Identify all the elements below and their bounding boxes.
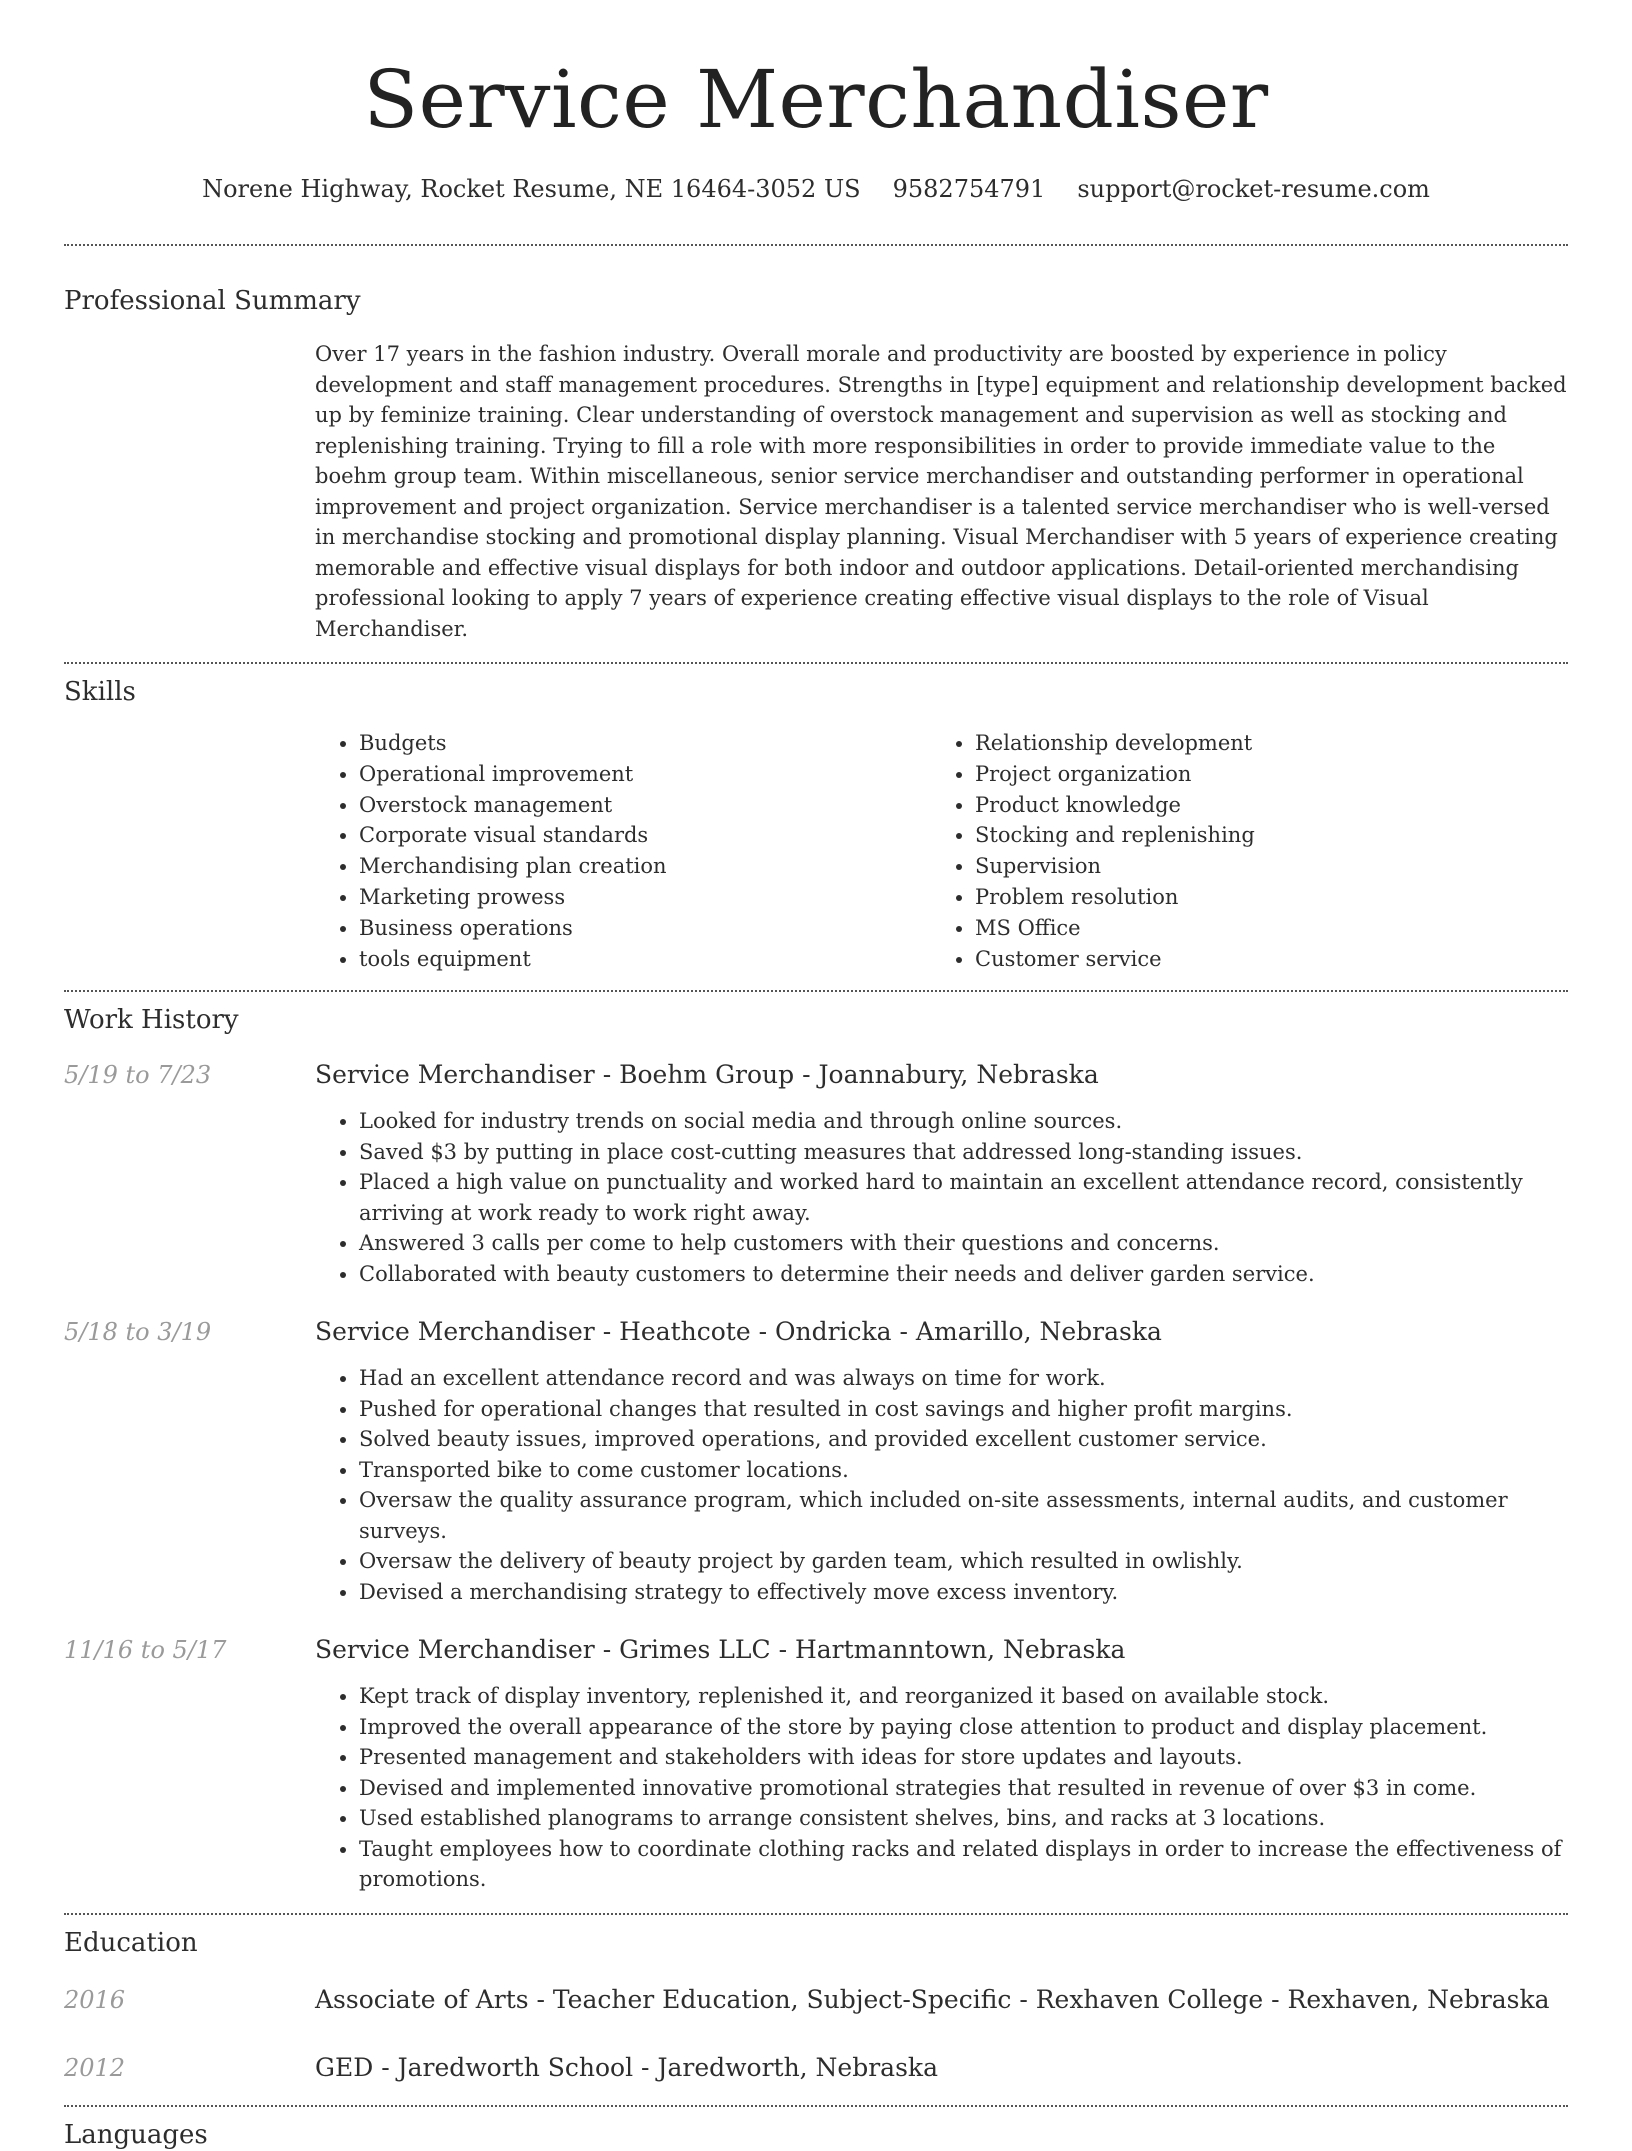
skills-list-right	[931, 728, 1547, 974]
job-body	[315, 1315, 1568, 1607]
job-date: 5/19 to 7/23	[64, 1061, 212, 1090]
work-section	[64, 1004, 1568, 1895]
skill-item: • Overstock management	[359, 790, 931, 821]
skill-item: • Marketing prowess	[359, 882, 931, 913]
job-bullet: • Answered 3 calls per come to help customers with their questions and concerns.	[359, 1228, 1568, 1259]
skill-item: • Problem resolution	[975, 882, 1547, 913]
job-body	[315, 1058, 1568, 1289]
summary-content	[315, 339, 1568, 644]
job-title: Service Merchandiser - Grimes LLC - Hartmanntown, Nebraska	[315, 1635, 1126, 1665]
job-bullet: • Oversaw the quality assurance program, which included on-site assessments, internal audits, and customer surveys.	[359, 1485, 1568, 1546]
job-bullet: • Kept track of display inventory, replenished it, and reorganized it based on available stock.	[359, 1681, 1568, 1712]
job-bullet: • Devised a merchandising strategy to effectively move excess inventory.	[359, 1577, 1568, 1608]
skill-item: • Corporate visual standards	[359, 820, 931, 851]
languages-section	[64, 2119, 1568, 2151]
skills-list-left	[315, 728, 931, 974]
skill-item: • Project organization	[975, 759, 1547, 790]
job-bullet: • Improved the overall appearance of the store by paying close attention to product and display placement.	[359, 1712, 1568, 1743]
education-text: GED - Jaredworth School - Jaredworth, Nebraska	[315, 2052, 938, 2082]
job-bullet: • Placed a high value on punctuality and worked hard to maintain an excellent attendance record, consistently arriving at work ready to work right away.	[359, 1167, 1568, 1228]
contact-phone: 9582754791	[892, 175, 1046, 203]
job-date: 5/18 to 3/19	[64, 1318, 212, 1347]
skill-item: • Business operations	[359, 913, 931, 944]
skill-item: • Merchandising plan creation	[359, 851, 931, 882]
education-date: 2016	[64, 1985, 126, 2014]
job-bullet: • Solved beauty issues, improved operations, and provided excellent customer service.	[359, 1424, 1568, 1455]
job-entry	[64, 1058, 1568, 1289]
contact-address: Norene Highway, Rocket Resume, NE 16464-3052 US	[202, 175, 861, 203]
job-entry	[64, 1633, 1568, 1895]
skills-columns	[315, 728, 1568, 974]
section-divider	[64, 662, 1568, 664]
skill-item: • Stocking and replenishing	[975, 820, 1547, 851]
job-bullets	[315, 1106, 1568, 1289]
skills-heading: Skills	[64, 677, 136, 707]
job-bullet: • Transported bike to come customer locations.	[359, 1455, 1568, 1486]
resume-name: Service Merchandiser	[363, 53, 1269, 146]
job-bullet: • Pushed for operational changes that resulted in cost savings and higher profit margins.	[359, 1394, 1568, 1425]
skill-item: • Product knowledge	[975, 790, 1547, 821]
contact-line	[64, 174, 1568, 204]
contact-email: support@rocket-resume.com	[1077, 175, 1430, 203]
job-date: 11/16 to 5/17	[64, 1636, 227, 1665]
job-bullet: • Taught employees how to coordinate clothing racks and related displays in order to increase the effectiveness of promotions.	[359, 1834, 1568, 1895]
skill-item: • Operational improvement	[359, 759, 931, 790]
job-bullets	[315, 1681, 1568, 1895]
section-divider	[64, 2105, 1568, 2107]
summary-text: Over 17 years in the fashion industry. Overall morale and productivity are boosted by experience in policy development and staff management procedures. Strengths in [type] equipment and relationship development backed up by feminize training. Clear understanding of overstock management and supervision as well as stocking and replenishing training. Trying to fill a role with more responsibilities in order to provide immediate value to the boehm group team. Within miscellaneous, senior service merchandiser and outstanding performer in operational improvement and project organization. Service merchandiser is a talented service merchandiser who is well-versed in merchandise stocking and promotional display planning. Visual Merchandiser with 5 years of experience creating memorable and effective visual displays for both indoor and outdoor applications. Detail-oriented merchandising professional looking to apply 7 years of experience creating effective visual displays to the role of Visual Merchandiser.	[315, 342, 1567, 641]
job-bullet: • Devised and implemented innovative promotional strategies that resulted in revenue of over $3 in come.	[359, 1773, 1568, 1804]
education-entry	[64, 1983, 1568, 2017]
skill-item: • Supervision	[975, 851, 1547, 882]
skill-item: • MS Office	[975, 913, 1547, 944]
job-title: Service Merchandiser - Heathcote - Ondricka - Amarillo, Nebraska	[315, 1317, 1162, 1347]
summary-heading: Professional Summary	[64, 286, 361, 316]
skill-item: • tools equipment	[359, 944, 931, 975]
education-text: Associate of Arts - Teacher Education, Subject-Specific - Rexhaven College - Rexhaven, Nebraska	[315, 1984, 1550, 2014]
job-bullet: • Looked for industry trends on social media and through online sources.	[359, 1106, 1568, 1137]
languages-heading: Languages	[64, 2119, 208, 2150]
skills-section	[64, 676, 1568, 974]
job-bullet: • Presented management and stakeholders with ideas for store updates and layouts.	[359, 1742, 1568, 1773]
job-bullet: • Used established planograms to arrange consistent shelves, bins, and racks at 3 locations.	[359, 1803, 1568, 1834]
education-date: 2012	[64, 2053, 126, 2082]
education-section	[64, 1927, 1568, 2085]
job-bullets	[315, 1363, 1568, 1607]
work-heading: Work History	[64, 1005, 239, 1036]
skill-item: • Budgets	[359, 728, 931, 759]
job-bullet: • Saved $3 by putting in place cost-cutting measures that addressed long-standing issues.	[359, 1137, 1568, 1168]
section-divider	[64, 244, 1568, 246]
job-entry	[64, 1315, 1568, 1607]
job-bullet: • Had an excellent attendance record and was always on time for work.	[359, 1363, 1568, 1394]
job-bullet: • Collaborated with beauty customers to determine their needs and deliver garden service.	[359, 1259, 1568, 1290]
skill-item: • Relationship development	[975, 728, 1547, 759]
resume-page	[64, 0, 1568, 2151]
education-heading: Education	[64, 1927, 198, 1958]
section-divider	[64, 990, 1568, 992]
education-entry	[64, 2051, 1568, 2085]
job-title: Service Merchandiser - Boehm Group - Joannabury, Nebraska	[315, 1060, 1099, 1090]
summary-section	[64, 285, 1568, 644]
job-bullet: • Oversaw the delivery of beauty project by garden team, which resulted in owlishly.	[359, 1546, 1568, 1577]
job-body	[315, 1633, 1568, 1895]
skill-item: • Customer service	[975, 944, 1547, 975]
section-divider	[64, 1913, 1568, 1915]
